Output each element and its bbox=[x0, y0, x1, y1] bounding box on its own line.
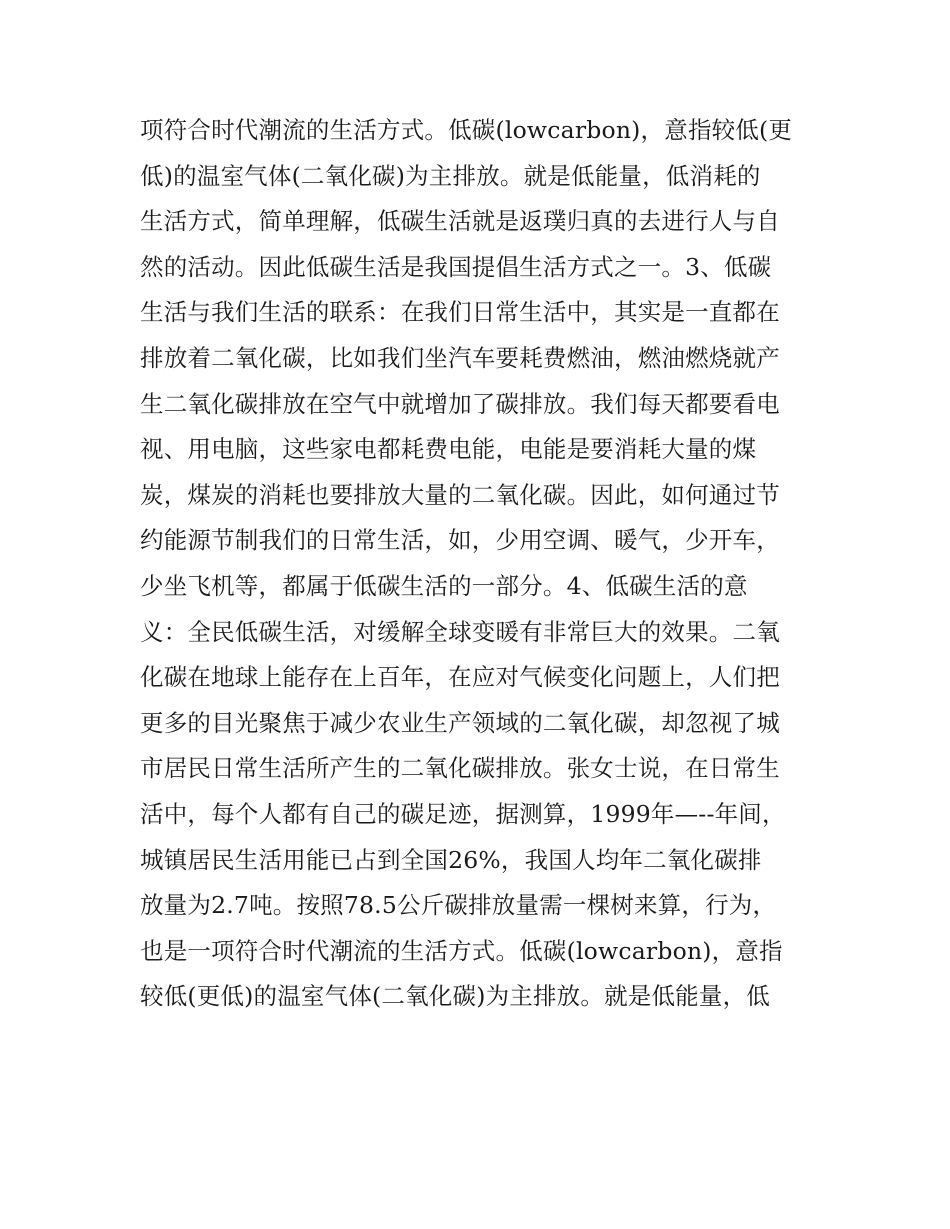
text-line: 排放着二氧化碳，比如我们坐汽车要耗费燃油，燃油燃烧就产 bbox=[140, 343, 780, 372]
text-line: 然的活动。因此低碳生活是我国提倡生活方式之一。3、低碳 bbox=[140, 252, 772, 281]
text-line: 也是一项符合时代潮流的生活方式。低碳(lowcarbon)，意指 bbox=[140, 936, 783, 965]
text-line: 生活与我们生活的联系：在我们日常生活中，其实是一直都在 bbox=[140, 298, 780, 327]
text-line: 生活方式，简单理解，低碳生活就是返璞归真的去进行人与自 bbox=[140, 207, 780, 236]
text-line: 炭，煤炭的消耗也要排放大量的二氧化碳。因此，如何通过节 bbox=[140, 480, 780, 509]
body-text bbox=[140, 108, 830, 1020]
text-line: 义：全民低碳生活，对缓解全球变暖有非常巨大的效果。二氧 bbox=[140, 617, 780, 646]
text-line: 较低(更低)的温室气体(二氧化碳)为主排放。就是低能量，低 bbox=[140, 982, 770, 1011]
text-line: 城镇居民生活用能已占到全国26%，我国人均年二氧化碳排 bbox=[140, 845, 762, 874]
text-line: 项符合时代潮流的生活方式。低碳(lowcarbon)，意指较低(更 bbox=[140, 116, 793, 144]
text-line: 视、用电脑，这些家电都耗费电能，电能是要消耗大量的煤 bbox=[140, 435, 757, 464]
text-line: 市居民日常生活所产生的二氧化碳排放。张女士说，在日常生 bbox=[140, 754, 780, 783]
text-line: 低)的温室气体(二氧化碳)为主排放。就是低能量，低消耗的 bbox=[140, 161, 761, 190]
text-line: 活中，每个人都有自己的碳足迹，据测算，1999年—--年间， bbox=[140, 799, 786, 828]
text-line: 约能源节制我们的日常生活，如，少用空调、暖气，少开车， bbox=[140, 526, 780, 555]
text-line: 少坐飞机等，都属于低碳生活的一部分。4、低碳生活的意 bbox=[140, 571, 748, 600]
text-line: 化碳在地球上能存在上百年，在应对气候变化问题上，人们把 bbox=[140, 663, 780, 692]
text-line: 放量为2.7吨。按照78.5公斤碳排放量需一棵树来算，行为， bbox=[140, 891, 777, 920]
text-line: 生二氧化碳排放在空气中就增加了碳排放。我们每天都要看电 bbox=[140, 389, 780, 418]
text-line: 更多的目光聚焦于减少农业生产领域的二氧化碳，却忽视了城 bbox=[140, 708, 780, 737]
